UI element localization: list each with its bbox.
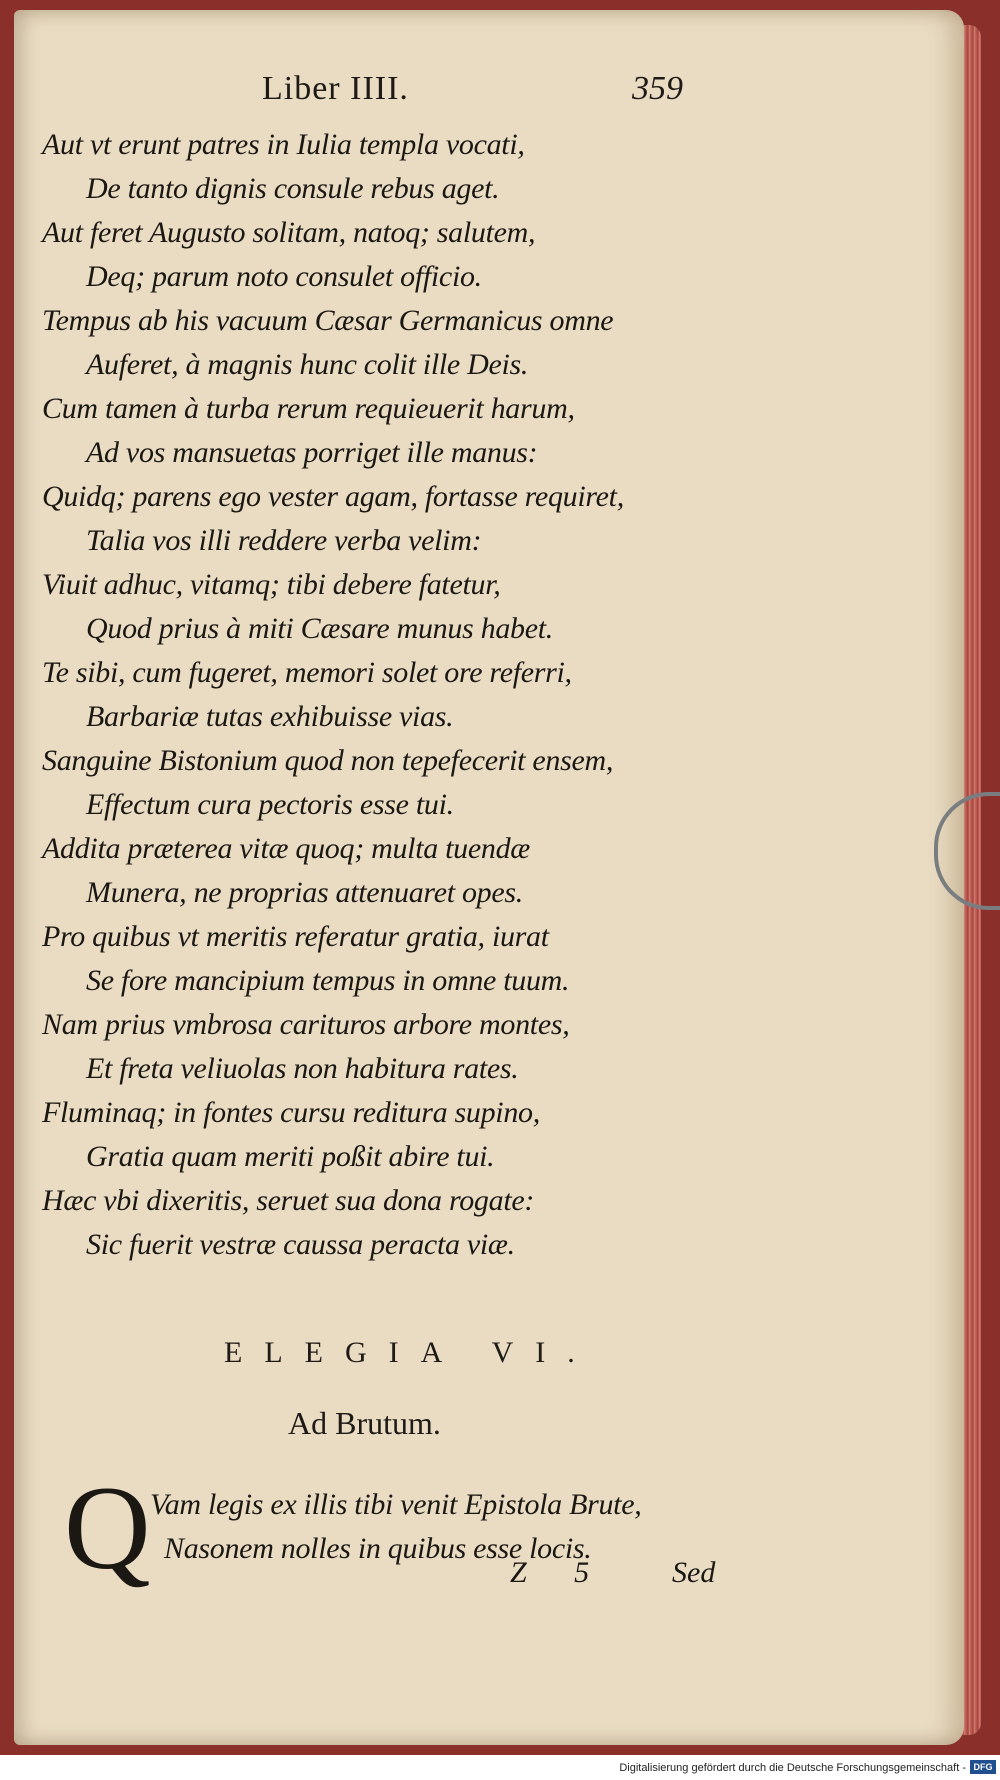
verse-line: Auferet, à magnis hunc colit ille Deis. (86, 348, 529, 381)
verse-line: Aut feret Augusto solitam, natoq; salutem, (42, 216, 536, 249)
verse-line: Se fore mancipium tempus in omne tuum. (86, 964, 570, 997)
verse-line: Vam legis ex illis tibi venit Epistola Brute, (150, 1488, 642, 1521)
verse-line: Talia vos illi reddere verba velim: (86, 524, 482, 557)
verse-line: Hæc vbi dixeritis, seruet sua dona rogate: (42, 1184, 535, 1217)
dfg-logo: DFG (970, 1760, 996, 1774)
verse-line: Gratia quam meriti poßit abire tui. (86, 1140, 495, 1173)
verse-line: Quidq; parens ego vester agam, fortasse requiret, (42, 480, 624, 513)
verse-line: Munera, ne proprias attenuaret opes. (86, 876, 523, 909)
verse-line: Nasonem nolles in quibus esse locis. (164, 1532, 592, 1565)
verse-line: Tempus ab his vacuum Cæsar Germanicus omne (42, 304, 614, 337)
verse-line: Sanguine Bistonium quod non tepefecerit ensem, (42, 744, 614, 777)
verse-line: Addita præterea vitæ quoq; multa tuendæ (42, 832, 530, 865)
verse-line: Et freta veliuolas non habitura rates. (86, 1052, 519, 1085)
verse-line: Nam prius vmbrosa carituros arbore montes, (42, 1008, 570, 1041)
verse-line: Fluminaq; in fontes cursu reditura supino, (42, 1096, 540, 1129)
elegy-subtitle: Ad Brutum. (288, 1405, 441, 1441)
footer-credit: Digitalisierung gefördert durch die Deutsche Forschungsgemeinschaft - (619, 1762, 966, 1774)
running-head: Liber IIII. (262, 70, 409, 107)
verse-line: Effectum cura pectoris esse tui. (86, 788, 454, 821)
verse-line: Pro quibus vt meritis referatur gratia, iurat (42, 920, 549, 953)
signature-mark: Z 5 (510, 1556, 610, 1589)
verse-line: Sic fuerit vestræ caussa peracta viæ. (86, 1228, 515, 1261)
drop-cap: Q (64, 1461, 151, 1594)
page-number: 359 (632, 70, 683, 107)
verse-line: Deq; parum noto consulet officio. (86, 260, 482, 293)
verse-line: Viuit adhuc, vitamq; tibi debere fatetur, (42, 568, 501, 601)
verse-line: Te sibi, cum fugeret, memori solet ore referri, (42, 656, 572, 689)
verse-line: De tanto dignis consule rebus aget. (86, 172, 500, 205)
verse-line: Aut vt erunt patres in Iulia templa vocati, (42, 128, 525, 161)
verse-line: Barbariæ tutas exhibuisse vias. (86, 700, 454, 733)
elegy-title: ELEGIA VI. (224, 1336, 597, 1369)
verse-line: Cum tamen à turba rerum requieuerit harum, (42, 392, 575, 425)
verse-line: Quod prius à miti Cæsare munus habet. (86, 612, 553, 645)
verse-line: Ad vos mansuetas porriget ille manus: (86, 436, 538, 469)
catchword: Sed (672, 1556, 716, 1589)
